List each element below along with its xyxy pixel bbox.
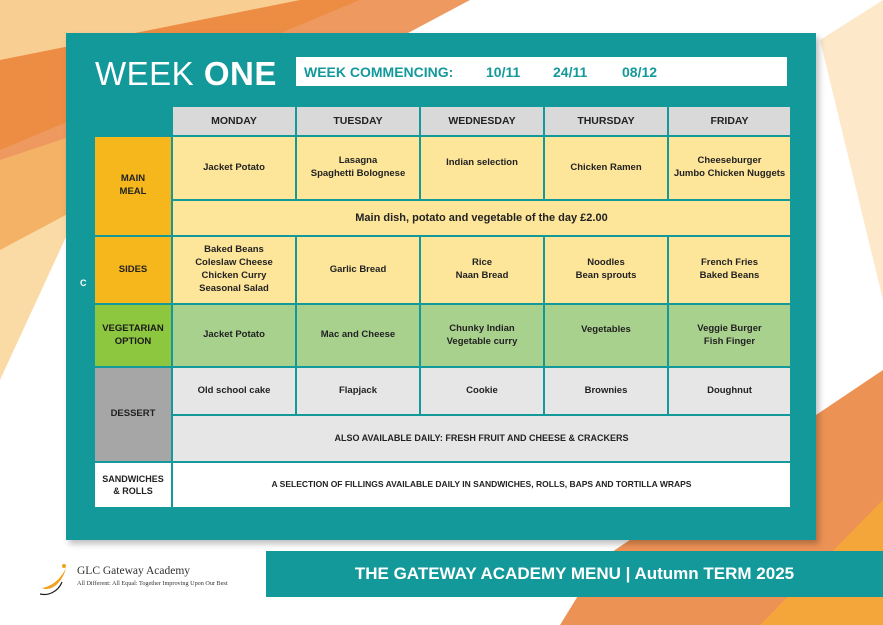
week-commencing-box	[296, 57, 787, 86]
sides-thursday: Noodles Bean sprouts	[544, 236, 668, 304]
dessert-tuesday: Flapjack	[296, 367, 420, 415]
category-dessert: DESSERT	[94, 367, 172, 462]
date-3: 08/12	[622, 64, 658, 80]
sides-friday: French Fries Baked Beans	[668, 236, 791, 304]
week-commencing-label: WEEK COMMENCING:	[304, 64, 454, 80]
date-2: 24/11	[553, 64, 588, 80]
date-1: 10/11	[486, 64, 521, 80]
main-meal-tuesday: Lasagna Spaghetti Bolognese	[296, 136, 420, 200]
dessert-thursday: Brownies	[544, 367, 668, 415]
vegetarian-thursday: Vegetables	[544, 304, 668, 367]
vegetarian-tuesday: Mac and Cheese	[296, 304, 420, 367]
vegetarian-monday: Jacket Potato	[172, 304, 296, 367]
week-title: WEEK ONE	[95, 55, 277, 92]
main-meal-thursday: Chicken Ramen	[544, 136, 668, 200]
main-meal-friday: Cheeseburger Jumbo Chicken Nuggets	[668, 136, 791, 200]
dessert-friday: Doughnut	[668, 367, 791, 415]
category-vegetarian: VEGETARIAN OPTION	[94, 304, 172, 367]
day-header-friday: FRIDAY	[668, 106, 791, 136]
day-header-wednesday: WEDNESDAY	[420, 106, 544, 136]
day-header-thursday: THURSDAY	[544, 106, 668, 136]
dessert-wednesday: Cookie	[420, 367, 544, 415]
side-mark: C	[80, 278, 87, 288]
sides-wednesday: Rice Naan Bread	[420, 236, 544, 304]
school-name: GLC Gateway Academy	[77, 565, 191, 577]
main-meal-note: Main dish, potato and vegetable of the day £2.00	[172, 200, 791, 236]
academy-logo-icon	[36, 558, 76, 598]
sandwiches-note: A SELECTION OF FILLINGS AVAILABLE DAILY IN SANDWICHES, ROLLS, BAPS AND TORTILLA WRAPS	[172, 462, 791, 508]
category-sides: SIDES	[94, 236, 172, 304]
vegetarian-friday: Veggie Burger Fish Finger	[668, 304, 791, 367]
vegetarian-wednesday: Chunky Indian Vegetable curry	[420, 304, 544, 367]
menu-footer-title: THE GATEWAY ACADEMY MENU | Autumn TERM 2025	[266, 551, 883, 597]
sides-monday: Baked Beans Coleslaw Cheese Chicken Curry Seasonal Salad	[172, 236, 296, 304]
day-header-tuesday: TUESDAY	[296, 106, 420, 136]
dessert-note: ALSO AVAILABLE DAILY: FRESH FRUIT AND CHEESE & CRACKERS	[172, 415, 791, 462]
school-tagline: All Different: All Equal: Together Improving Upon Our Best	[77, 580, 228, 587]
sides-tuesday: Garlic Bread	[296, 236, 420, 304]
category-sandwiches: SANDWICHES & ROLLS	[94, 462, 172, 508]
dessert-monday: Old school cake	[172, 367, 296, 415]
category-main-meal: MAIN MEAL	[94, 136, 172, 236]
main-meal-wednesday: Indian selection	[420, 136, 544, 200]
day-header-monday: MONDAY	[172, 106, 296, 136]
main-meal-monday: Jacket Potato	[172, 136, 296, 200]
